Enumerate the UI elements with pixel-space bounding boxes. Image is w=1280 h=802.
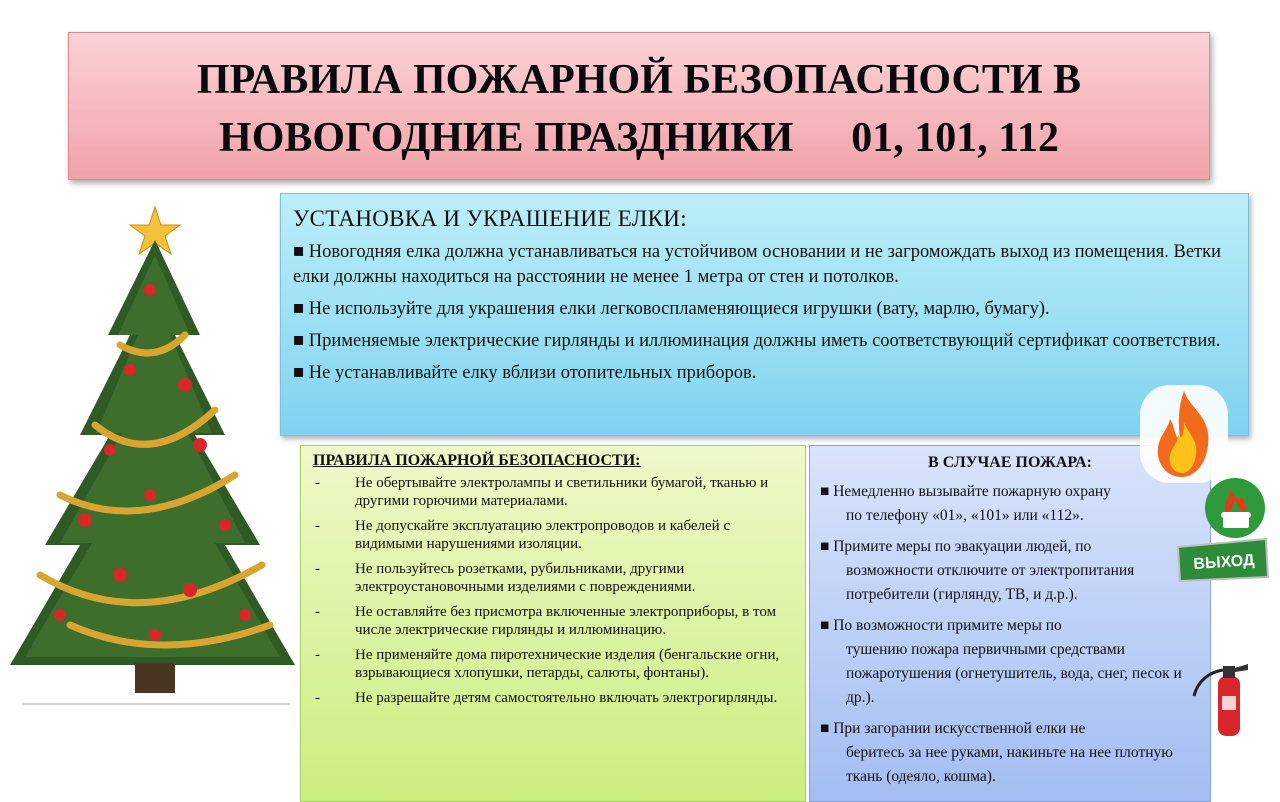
fire-item-lead: ■ По возможности примите меры по	[820, 617, 1062, 634]
install-item-4: ■ Не устанавливайте елку вблизи отопительных приборов.	[293, 363, 757, 383]
rule-bullet: -	[315, 518, 320, 534]
rule-bullet: -	[315, 690, 320, 706]
title-banner	[68, 32, 1210, 180]
rule-bullet: -	[315, 475, 320, 491]
flame-icon	[1138, 383, 1230, 485]
fire-extinguisher-icon	[1190, 652, 1256, 740]
title-line-2-text: НОВОГОДНИЕ ПРАЗДНИКИ	[219, 115, 794, 161]
tree-trunk	[22, 663, 290, 705]
fire-heading: В СЛУЧАЕ ПОЖАРА:	[928, 454, 1092, 471]
rule-text: Не допускайте эксплуатацию электропроводов и кабелей с видимыми нарушениями изоляции.	[355, 518, 731, 552]
in-case-of-fire-section	[809, 445, 1211, 802]
fire-item-lead: ■ Немедленно вызывайте пожарную охрану	[820, 483, 1111, 500]
fire-safety-rules-section	[300, 445, 806, 802]
title-line-1: ПРАВИЛА ПОЖАРНОЙ БЕЗОПАСНОСТИ В	[196, 57, 1082, 103]
fire-item	[820, 614, 1200, 710]
rule-text: Не обертывайте электролампы и светильники бумагой, тканью и другими горючими материалами.	[355, 475, 769, 509]
install-heading: УСТАНОВКА И УКРАШЕНИЕ ЕЛКИ:	[293, 206, 687, 231]
fire-item	[820, 717, 1200, 789]
fire-item-lead: ■ Примите меры по эвакуации людей, по	[820, 538, 1092, 555]
rule-item	[313, 603, 795, 639]
exit-sign-label: ВЫХОД	[1192, 551, 1256, 574]
install-item-1: ■ Новогодняя елка должна устанавливаться на устойчивом основании и не загромождать выход из помещения. Ветки елки должны находиться на расстоянии не менее 1 метра от стен и потолков.	[293, 242, 1222, 287]
rule-item	[313, 689, 795, 707]
rule-text: Не применяйте дома пиротехнические изделия (бенгальские огни, взрывающиеся хлопушки, петарды, салюты, фонтаны).	[355, 647, 780, 681]
install-item-3: ■ Применяемые электрические гирлянды и иллюминация должны иметь соответствующий сертификат соответствия.	[293, 331, 1221, 351]
fire-item-body: по телефону «01», «101» или «112».	[846, 507, 1084, 524]
install-section	[280, 193, 1249, 436]
install-item-2: ■ Не используйте для украшения елки легковоспламеняющиеся игрушки (вату, марлю, бумагу).	[293, 299, 1050, 319]
fire-item-body: тушению пожара первичными средствами пожаротушения (огнетушитель, вода, снег, песок и др.).	[846, 641, 1182, 706]
emergency-numbers: 01, 101, 112	[851, 115, 1059, 161]
fire-item	[820, 480, 1200, 528]
fire-phone-icon	[1203, 476, 1267, 540]
rules-heading: ПРАВИЛА ПОЖАРНОЙ БЕЗОПАСНОСТИ:	[313, 452, 641, 469]
christmas-tree-image	[0, 195, 300, 710]
fire-item-body: возможности отключите от электропитания потребители (гирлянду, ТВ, и д.р.).	[846, 562, 1135, 603]
rule-bullet: -	[315, 561, 320, 577]
fire-item	[820, 535, 1200, 607]
rule-text: Не оставляйте без присмотра включенные электроприборы, в том числе электрические гирлянды и иллюминацию.	[355, 604, 777, 638]
rule-item	[313, 474, 795, 510]
rule-item	[313, 646, 795, 682]
rule-bullet: -	[315, 604, 320, 620]
fire-item-body: беритесь за нее руками, накиньте на нее плотную ткань (одеяло, кошма).	[846, 744, 1173, 785]
rule-text: Не разрешайте детям самостоятельно включать электрогирлянды.	[355, 690, 778, 706]
rule-item	[313, 560, 795, 596]
title-line-2	[69, 113, 1209, 163]
fire-item-lead: ■ При загорании искусственной елки не	[820, 720, 1086, 737]
rule-text: Не пользуйтесь розетками, рубильниками, другими электроустановочными изделиями с повреждениями.	[355, 561, 696, 595]
exit-sign-icon	[1172, 537, 1272, 583]
rule-item	[313, 517, 795, 553]
rule-bullet: -	[315, 647, 320, 663]
